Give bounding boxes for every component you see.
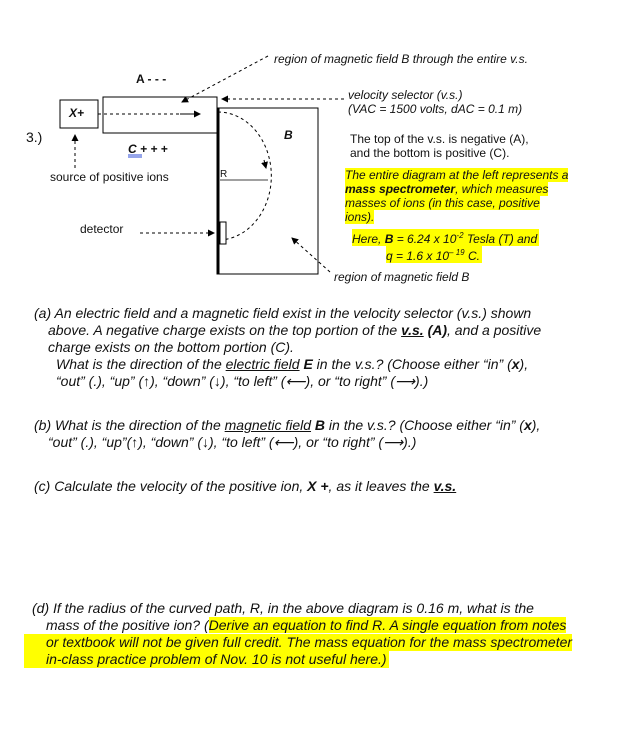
given-B: B: [384, 232, 394, 246]
question-b-end: ),: [531, 417, 541, 433]
question-a-field: electric field: [225, 356, 300, 372]
question-d-line3: or textbook will not be given full credit. The mass equation for the mass spectrometer: [24, 634, 572, 651]
question-b-post: in the v.s.? (Choose either “in” (: [325, 417, 524, 433]
vs-label-line2: (VAC = 1500 volts, dAC = 0.1 m): [348, 102, 523, 116]
question-a-line4-end: ),: [519, 356, 529, 372]
question-c-pre: (c) Calculate the velocity of the positive ion,: [34, 478, 308, 494]
given-pre: Here,: [352, 232, 385, 246]
plate-bottom-label: C + + +: [128, 142, 168, 156]
ion-label: X+: [69, 106, 85, 120]
question-a-line4-post: in the v.s.? (Choose either “in” (: [312, 356, 512, 372]
ms-term: mass spectrometer: [345, 182, 456, 196]
field-region-label: B: [284, 128, 293, 142]
question-a-E: E: [299, 356, 313, 372]
ms-line2-rest: , which measures: [455, 182, 549, 196]
question-d: [32, 600, 617, 668]
given-block: [352, 229, 539, 263]
question-a-line2-post: , and a positive: [447, 322, 542, 338]
radius-label: R: [220, 169, 228, 180]
top-note: region of magnetic field B through the entire v.s.: [274, 52, 528, 66]
given-q: q = 1.6 x 10: [386, 249, 450, 263]
question-a-line4-pre: What is the direction of the: [56, 356, 226, 372]
question-c-mid: , as it leaves the: [328, 478, 434, 494]
vs-label-line1: velocity selector (v.s.): [348, 88, 463, 102]
question-b-x: x: [523, 417, 532, 433]
source-label: source of positive ions: [50, 170, 169, 184]
question-c: [34, 478, 594, 495]
question-c-vs: v.s.: [433, 478, 457, 494]
question-d-line2-pre: mass of the positive ion? (: [46, 617, 209, 633]
question-a-vs: v.s.: [401, 322, 424, 338]
top-note-pointer: [182, 56, 268, 102]
question-b-pre: (b) What is the direction of the: [34, 417, 225, 433]
question-a-line2-pre: above. A negative charge exists on the top portion of the: [48, 322, 402, 338]
question-b: [34, 417, 594, 451]
detector-label: detector: [80, 222, 124, 236]
question-d-line4: in-class practice problem of Nov. 10 is not useful here.): [24, 651, 389, 668]
given-exp2: – 19: [449, 248, 465, 257]
question-c-X: X +: [307, 478, 329, 494]
question-a-x: x: [511, 356, 520, 372]
ms-block: [345, 168, 568, 224]
problem-number: 3.): [26, 129, 43, 145]
question-a-line1: (a) An electric field and a magnetic field exist in the velocity selector (v.s.) shown: [34, 305, 532, 321]
question-a: [34, 305, 594, 390]
given-q-unit: C.: [464, 249, 480, 263]
bottom-note: region of magnetic field B: [334, 270, 470, 284]
ms-line1: The entire diagram at the left represents a: [345, 168, 569, 182]
question-a-line5: “out” (.), “up” (↑), “down” (↓), “to left” (⟵), or “to right” (⟶).): [56, 373, 429, 389]
question-b-field: magnetic field: [224, 417, 312, 433]
question-a-line3: charge exists on the bottom portion (C).: [48, 339, 294, 355]
given-B-value: = 6.24 x 10: [393, 232, 457, 246]
question-b-line2: “out” (.), “up”(↑), “down” (↓), “to left” (⟵), or “to right” (⟶).): [48, 434, 417, 450]
given-exp1: -2: [456, 231, 464, 240]
plate-top-label: A - - -: [136, 72, 167, 86]
question-d-line2-hl: Derive an equation to find R. A single equation from notes: [208, 617, 567, 633]
vs-desc-line1: The top of the v.s. is negative (A),: [350, 132, 529, 146]
question-d-line1: (d) If the radius of the curved path, R, in the above diagram is 0.16 m, what is the: [32, 600, 534, 616]
question-b-B: B: [311, 417, 326, 433]
question-a-A: (A): [423, 322, 448, 338]
given-B-unit: Tesla (T) and: [463, 232, 538, 246]
detector-window: [220, 222, 226, 244]
magnetic-field-region: [217, 108, 318, 274]
vs-desc-line2: and the bottom is positive (C).: [350, 146, 510, 160]
velocity-selector: [103, 97, 217, 133]
ms-line4: ions).: [345, 210, 375, 224]
ms-line3: masses of ions (in this case, positive: [345, 196, 540, 210]
